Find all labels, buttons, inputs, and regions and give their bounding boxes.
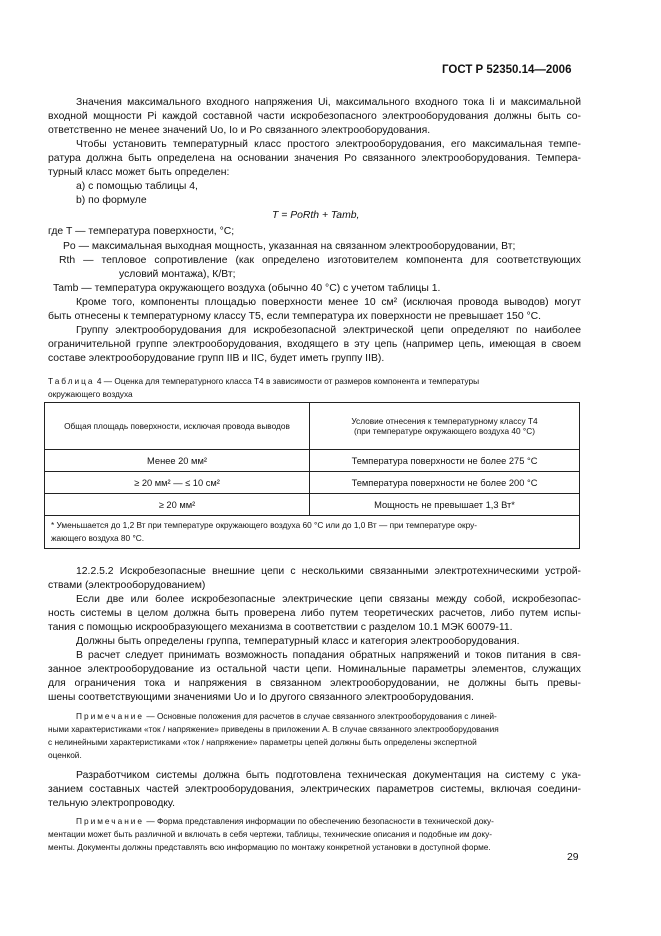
table-row <box>45 494 580 516</box>
table-header-condition <box>310 403 580 450</box>
paragraph-line: входной мощности Pi каждой составной части искробезопасного электрооборудования должны быть со- <box>48 111 581 122</box>
note-line: менты. Документы должны представлять всю информацию по монтажу конкретной установки в доступной форме. <box>48 842 491 852</box>
note-prefix: Примечание <box>76 711 145 721</box>
paragraph-line: Должны быть определены группа, температурный класс и категория электрооборудования. <box>76 636 520 647</box>
note-line: оценкой. <box>48 750 82 760</box>
note-2 <box>76 815 494 828</box>
paragraph-line: для ограничения тока и напряжения в связанном электрооборудовании, не должны быть превы- <box>48 678 581 689</box>
paragraph-line: Разработчиком системы должна быть подготовлена техническая документация на систему с ука- <box>76 770 581 781</box>
data-table <box>44 402 580 549</box>
table-header-condition-line: Условие отнесения к температурному классу Т4 <box>351 416 538 426</box>
paragraph-line: Значения максимального входного напряжения Ui, максимального входного тока Ii и максимальной <box>76 97 581 108</box>
table-header-area: Общая площадь поверхности, исключая провода выводов <box>45 403 310 450</box>
list-item-a: a) с помощью таблицы 4, <box>76 181 198 192</box>
note-line: с нелинейными характеристиками «ток / напряжение» параметры цепей должны быть определены экспертной <box>48 737 477 747</box>
table-header-condition-line: (при температуре окружающего воздуха 40 °С) <box>353 426 535 436</box>
paragraph-line: занное электрооборудование из остальной части цепи. Номинальные параметры элементов, служащих <box>48 664 581 675</box>
paragraph-line: тельную электропроводку. <box>48 798 175 809</box>
table-caption-prefix: Таблица <box>48 376 95 386</box>
where-t: где T — температура поверхности, °C; <box>48 226 235 237</box>
formula: T = PoRth + Tamb, <box>272 210 360 221</box>
table-cell-area: ≥ 20 мм² — ≤ 10 см² <box>45 472 310 494</box>
page-number: 29 <box>567 852 579 863</box>
where-rth-cont: условий монтажа), К/Вт; <box>119 269 236 280</box>
paragraph-line: ответственно не менее значений Uo, Io и Po связанного электрооборудования. <box>48 125 431 136</box>
table-cell-condition: Мощность не превышает 1,3 Вт* <box>310 494 580 516</box>
paragraph-line: Чтобы установить температурный класс простого электрооборудования, его максимальная темпе- <box>76 139 581 150</box>
paragraph-line: Если две или более искробезопасные электрические цепи связаны между собой, искробезопас- <box>76 594 581 605</box>
table-footnote <box>45 516 580 549</box>
table-cell-condition: Температура поверхности не более 275 °С <box>310 450 580 472</box>
paragraph-line: занием составных частей электрооборудования, электрических параметров системы, включая соедини- <box>48 784 581 795</box>
paragraph-line: быть отнесены к температурному классу Т5, если температура их поверхности не превышает 150 °С. <box>48 311 542 322</box>
note-1 <box>76 710 497 723</box>
table-row <box>45 472 580 494</box>
paragraph-line: шены соответствующими значениями Uo и Io другого связанного электрооборудования. <box>48 692 474 703</box>
note-line: ными характеристиками «ток / напряжение» приведены в приложении А. В случае связанного электрооборудования <box>48 724 499 734</box>
section-heading-cont: ствами (электрооборудованием) <box>48 580 206 591</box>
table-caption-cont: окружающего воздуха <box>48 389 133 399</box>
paragraph-line: ность системы в целом должна быть проверена либо путем теоретических расчетов, либо путем испы- <box>48 608 581 619</box>
paragraph-line: турный класс может быть определен: <box>48 167 230 178</box>
table-cell-condition: Температура поверхности не более 200 °С <box>310 472 580 494</box>
paragraph-line: В расчет следует принимать возможность попадания обратных напряжений и токов питания в свя- <box>76 650 581 661</box>
where-rth: Rth — тепловое сопротивление (как определено изготовителем компонента для соответствующих <box>59 255 581 266</box>
section-heading: 12.2.5.2 Искробезопасные внешние цепи с несколькими связанными электротехническими устрой- <box>76 566 581 577</box>
where-po: Po — максимальная выходная мощность, указанная на связанном электрооборудовании, Вт; <box>63 241 516 252</box>
note-text: — Основные положения для расчетов в случае связанного электрооборудования с линей- <box>146 711 497 721</box>
where-tamb: Tamb — температура окружающего воздуха (обычно 40 °С) с учетом таблицы 1. <box>53 283 441 294</box>
table-cell-area: Менее 20 мм² <box>45 450 310 472</box>
table-row <box>45 450 580 472</box>
document-header: ГОСТ Р 52350.14—2006 <box>442 64 572 76</box>
table-caption-text: 4 — Оценка для температурного класса Т4 в зависимости от размеров компонента и температуры <box>96 376 480 386</box>
paragraph-line: ограничительной группе электрооборудования, входящего в эту цепь (например цепь, имеющая в своем <box>48 339 581 350</box>
table-cell-area: ≥ 20 мм² <box>45 494 310 516</box>
list-item-b: b) по формуле <box>76 195 147 206</box>
table-footnote-line: жающего воздуха 80 °С. <box>51 533 145 543</box>
note-prefix: Примечание <box>76 816 145 826</box>
paragraph-line: тания с помощью искрообразующего механизма в соответствии с разделом 10.1 МЭК 60079-11. <box>48 622 513 633</box>
note-text: — Форма представления информации по обеспечению безопасности в технической доку- <box>146 816 494 826</box>
table-caption <box>48 375 479 388</box>
paragraph-line: ратура должна быть определена на основании значения Po связанного электрооборудования. Темпера- <box>48 153 581 164</box>
paragraph-line: Группу электрооборудования для искробезопасной электрической цепи определяют по наиболее <box>76 325 581 336</box>
table-footnote-line: * Уменьшается до 1,2 Вт при температуре окружающего воздуха 60 °С или до 1,0 Вт — при температуре окру- <box>51 520 478 530</box>
paragraph-line: Кроме того, компоненты площадью поверхности менее 10 см² (исключая провода выводов) могут <box>76 297 581 308</box>
paragraph-line: составе электрооборудование групп IIB и IIC, будет иметь группу IIB). <box>48 353 385 364</box>
note-line: ментации может быть различной и включать в себя чертежи, таблицы, технические описания и подобные им доку- <box>48 829 493 839</box>
